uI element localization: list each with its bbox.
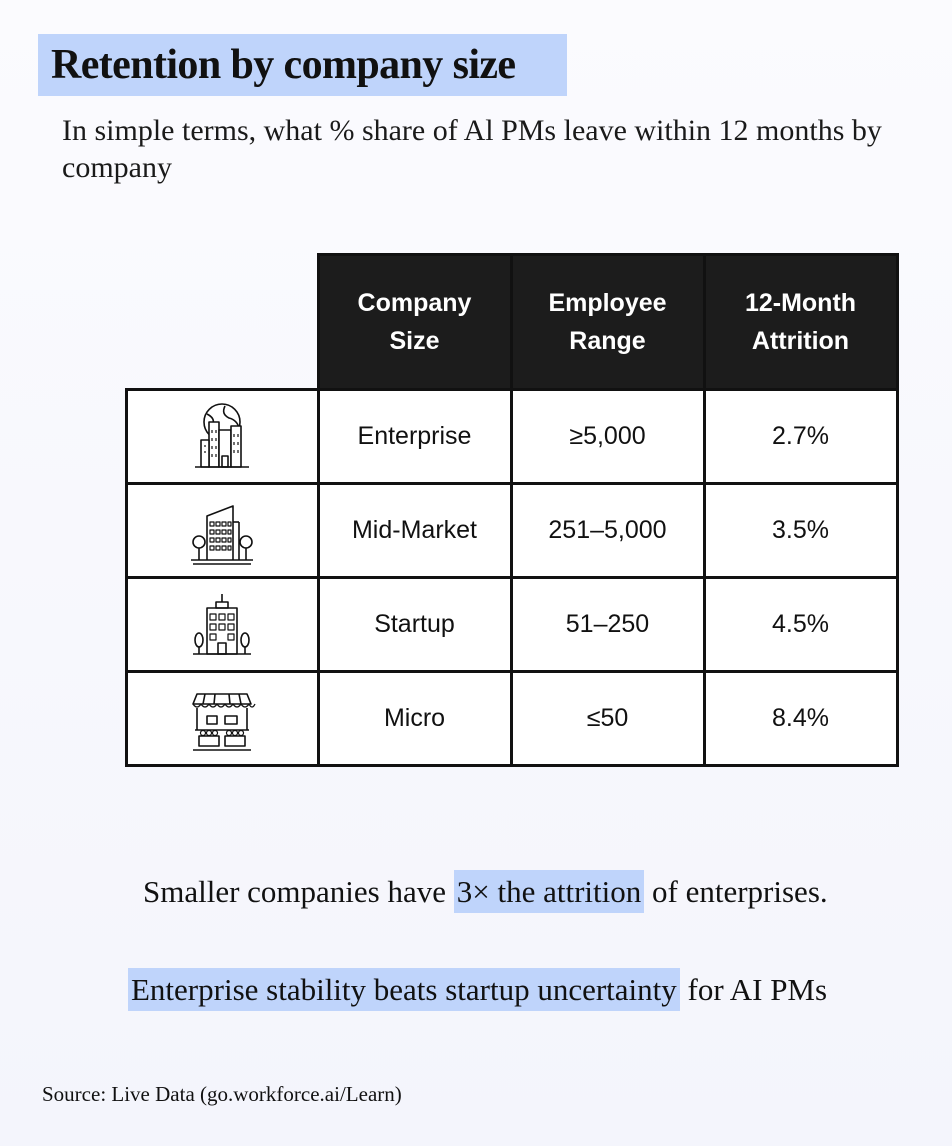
row-employee-range: 51–250 <box>511 578 704 672</box>
row-employee-range: ≤50 <box>511 672 704 766</box>
highlight-enterprise-stability: Enterprise stability beats startup uncertainty <box>128 968 680 1011</box>
attrition-table <box>125 253 899 767</box>
header-company-size: Company Size <box>318 255 511 390</box>
table-header-row <box>127 255 898 390</box>
header-employee-range: Employee Range <box>511 255 704 390</box>
row-attrition: 2.7% <box>704 390 897 484</box>
row-icon-cell <box>127 484 319 578</box>
header-attrition: 12-Month Attrition <box>704 255 897 390</box>
table-row <box>127 578 898 672</box>
row-employee-range: ≥5,000 <box>511 390 704 484</box>
startup-building-icon <box>185 588 259 662</box>
source-note: Source: Live Data (go.workforce.ai/Learn) <box>42 1082 402 1106</box>
page-title: Retention by company size <box>38 34 567 96</box>
row-icon-cell <box>127 390 319 484</box>
micro-market-stall-icon <box>185 682 259 756</box>
row-attrition: 3.5% <box>704 484 897 578</box>
table-row <box>127 484 898 578</box>
row-company-size: Micro <box>318 672 511 766</box>
table-row <box>127 672 898 766</box>
takeaway-stability: Enterprise stability beats startup uncertainty for AI PMs <box>128 972 827 1008</box>
highlight-3x-attrition: 3× the attrition <box>454 870 645 913</box>
mid-market-building-trees-icon <box>185 494 259 568</box>
header-blank-cell <box>127 255 319 390</box>
row-icon-cell <box>127 672 319 766</box>
row-company-size: Enterprise <box>318 390 511 484</box>
takeaway-attrition: Smaller companies have 3× the attrition of enterprises. <box>143 874 828 910</box>
enterprise-building-globe-icon <box>185 400 259 474</box>
page-subtitle: In simple terms, what % share of Al PMs leave within 12 months by company <box>62 114 882 184</box>
row-employee-range: 251–5,000 <box>511 484 704 578</box>
row-attrition: 4.5% <box>704 578 897 672</box>
row-company-size: Mid-Market <box>318 484 511 578</box>
row-icon-cell <box>127 578 319 672</box>
row-company-size: Startup <box>318 578 511 672</box>
table-row <box>127 390 898 484</box>
row-attrition: 8.4% <box>704 672 897 766</box>
